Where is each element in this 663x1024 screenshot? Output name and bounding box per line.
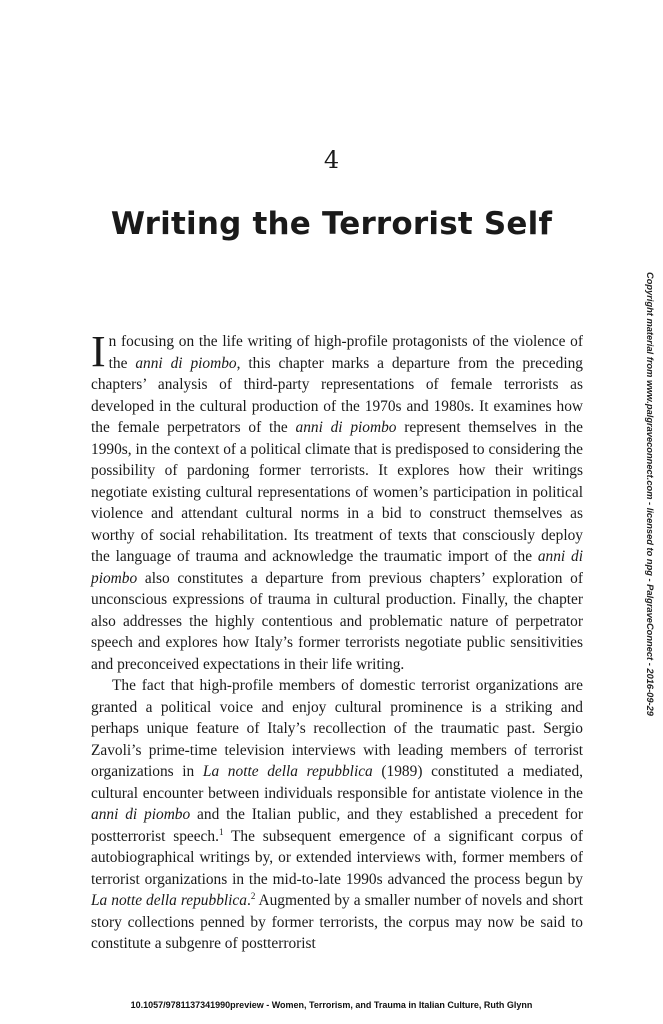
paragraph-2: [91, 675, 583, 955]
text-run: and the Italian public, and they established a precedent for postterrorist speech.: [91, 806, 583, 845]
italic-title: anni di piombo: [91, 548, 583, 587]
footnote-marker[interactable]: 2: [250, 891, 256, 901]
text-run: n focusing on the life writing of high-profile protagonists of the violence of the: [108, 333, 583, 372]
drop-cap: I: [91, 327, 106, 376]
text-run: The fact that high-profile members of domestic terrorist organizations are granted a political voice and enjoy cultural prominence is a striking and perhaps unique feature of Italy’s recollection of the traumatic past. Sergio Zavoli’s prime-time television interviews with leading members of terrorist organizations in: [91, 677, 583, 780]
footnote-marker[interactable]: 1: [218, 826, 224, 837]
paragraph-1: [91, 327, 584, 675]
text-run: represent themselves in the 1990s, in the context of a political climate that is predisposed to considering the possibility of pardoning former terrorists. It explores how their writings negotiate existing cultural representations of women’s participation in political violence and attendant cultural norms in a bid to construct themselves as worthy of social rehabilitation. Its treatment of texts that consciously deploy the language of trauma and acknowledge the traumatic import of the: [91, 419, 584, 565]
italic-title: anni di piombo: [135, 354, 237, 372]
italic-title: La notte della repubblica: [202, 763, 373, 780]
text-run: Augmented by a smaller number of novels and short story collections penned by former terrorists, the corpus may now be said to constitute a subgenre of postterrorist: [91, 892, 583, 952]
page-footer: 10.1057/9781137341990preview - Women, Terrorism, and Trauma in Italian Culture, Ruth Glynn: [130, 1000, 533, 1010]
text-run: (1989) constituted a mediated, cultural encounter between individuals responsible for antistate violence in the: [91, 763, 583, 802]
italic-title: anni di piombo: [295, 419, 397, 436]
text-run: also constitutes a departure from previous chapters’ exploration of unconscious expressions of trauma in cultural production. Finally, the chapter also addresses the highly contentious and problematic nature of perpetrator speech and explores how Italy’s former terrorists negotiate public sensitivities and preconceived expectations in their life writing.: [91, 569, 583, 673]
italic-title: anni di piombo: [91, 806, 191, 823]
italic-title: La notte della repubblica: [91, 892, 247, 909]
text-run: The subsequent emergence of a significant corpus of autobiographical writings by, or extended interviews with, former members of terrorist organizations in the mid-to-late 1990s advanced the process begun by: [91, 827, 583, 888]
chapter-title: Writing the Terrorist Self: [110, 206, 553, 242]
chapter-number: 4: [323, 146, 340, 174]
copyright-notice: Copyright material from www.palgraveconnect.com - licensed to npg - PalgraveConnect - 2016-09-29: [645, 272, 655, 716]
text-run: .: [246, 892, 251, 909]
text-run: , this chapter marks a departure from the preceding chapters’ analysis of third-party representations of female terrorists as developed in the cultural production of the 1970s and 1980s. It examines how the female perpetrators of the: [91, 354, 583, 436]
body-text: [91, 327, 584, 955]
